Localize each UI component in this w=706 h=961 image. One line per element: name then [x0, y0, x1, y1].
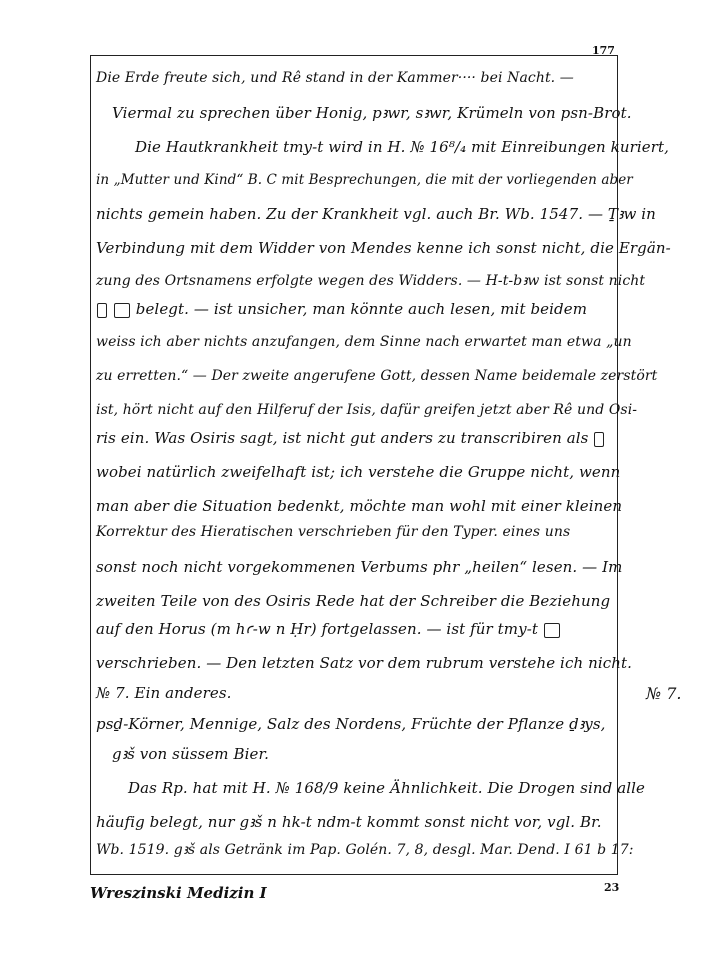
text-line-22: gꜣš von süssem Bier.	[112, 745, 269, 763]
text-line-1: Die Erde freute sich, und Rê stand in der Kammer···· bei Nacht. —	[96, 70, 574, 86]
text-line-3: Die Hautkrankheit tmy-t wird in H. № 16⁸/₄ mit Einreibungen kuriert,	[135, 138, 670, 156]
text-line-8-text: belegt. — ist unsicher, man könnte auch lesen, mit beidem	[135, 300, 588, 318]
text-line-19: verschrieben. — Den letzten Satz vor dem rubrum verstehe ich nicht.	[96, 654, 632, 672]
hieroglyph-icon	[97, 303, 107, 318]
text-line-21: psḏ-Körner, Mennige, Salz des Nordens, Früchte der Pflanze ḏꜣys,	[96, 715, 606, 733]
text-line-2: Viermal zu sprechen über Honig, pꜣwr, sꜣwr, Krümeln von psn-Brot.	[112, 104, 632, 122]
text-line-24: häufig belegt, nur gꜣš n hk-t ndm-t kommt sonst nicht vor, vgl. Br.	[96, 813, 602, 831]
text-line-10: zu erretten.“ — Der zweite angerufene Gott, dessen Name beidemale zerstört	[96, 368, 658, 384]
text-line-17: zweiten Teile von des Osiris Rede hat der Schreiber die Beziehung	[96, 592, 611, 610]
text-line-6: Verbindung mit dem Widder von Mendes kenne ich sonst nicht, die Ergän-	[96, 239, 671, 257]
hieroglyph-icon	[544, 623, 560, 638]
text-line-14: man aber die Situation bedenkt, möchte man wohl mit einer kleinen	[96, 497, 623, 515]
text-line-4: in „Mutter und Kind“ B. C mit Besprechungen, die mit der vorliegenden aber	[96, 172, 633, 188]
text-line-7: zung des Ortsnamens erfolgte wegen des Widders. — H-t-bꜣw ist sonst nicht	[96, 273, 646, 289]
text-line-13: wobei natürlich zweifelhaft ist; ich verstehe die Gruppe nicht, wenn	[96, 463, 621, 481]
hieroglyph-icon	[114, 303, 130, 318]
page-number-top: 177	[592, 44, 615, 57]
text-line-8	[96, 300, 587, 318]
text-line-18	[96, 620, 561, 638]
text-line-18-text: auf den Horus (m hꜥ-w n Ḥr) fortgelassen. — ist für tmy-t	[96, 620, 538, 638]
text-line-25: Wb. 1519. gꜣš als Getränk im Pap. Golén. 7, 8, desgl. Mar. Dend. I 61 b 17:	[96, 842, 634, 858]
text-line-23: Das Rp. hat mit H. № 168/9 keine Ähnlichkeit. Die Drogen sind alle	[128, 779, 646, 797]
text-line-15-text: Korrektur des Hieratischen verschrieben für den Typer. eines uns	[96, 524, 571, 540]
text-line-12-text: ris ein. Was Osiris sagt, ist nicht gut anders zu transcribiren als	[96, 429, 589, 447]
text-line-16: sonst noch nicht vorgekommenen Verbums phr „heilen“ lesen. — Im	[96, 558, 623, 576]
text-line-9: weiss ich aber nichts anzufangen, dem Sinne nach erwartet man etwa „un	[96, 334, 632, 350]
page-number-bottom: 23	[604, 881, 620, 894]
text-line-15	[96, 524, 570, 540]
margin-note-right: № 7.	[646, 684, 682, 703]
signature: Wreszinski Medizin I	[90, 884, 267, 902]
section-heading: № 7. Ein anderes.	[96, 684, 232, 702]
text-line-11: ist, hört nicht auf den Hilferuf der Isis, dafür greifen jetzt aber Rê und Osi-	[96, 402, 638, 418]
hieroglyph-icon	[594, 432, 604, 447]
text-line-12	[96, 429, 605, 447]
text-line-5: nichts gemein haben. Zu der Krankheit vgl. auch Br. Wb. 1547. — Ṯꜣw in	[96, 205, 656, 223]
